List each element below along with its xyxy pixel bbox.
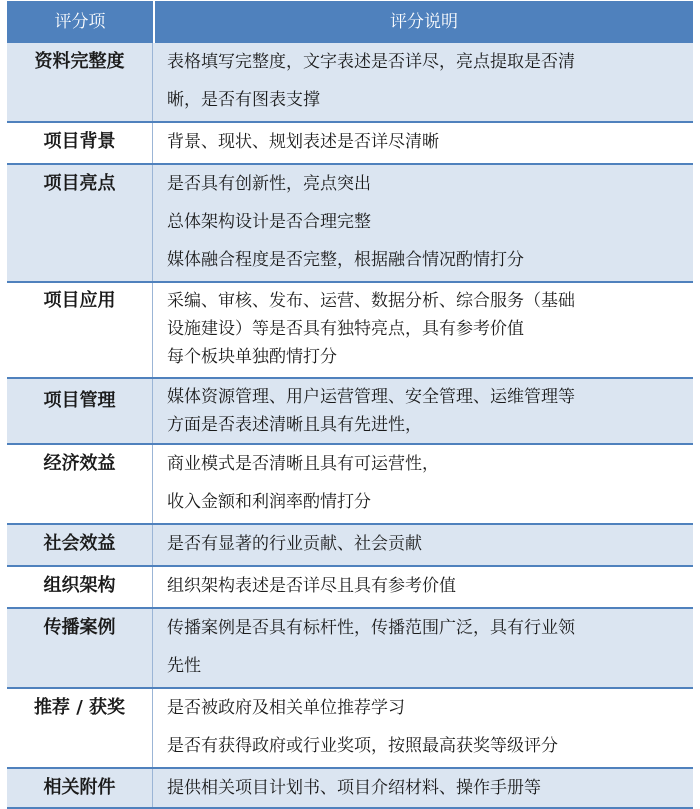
row-category: 项目应用 xyxy=(7,283,153,377)
description-line: 是否有获得政府或行业奖项，按照最高获奖等级评分 xyxy=(167,736,558,756)
description-line: 总体架构设计是否合理完整 xyxy=(167,212,371,232)
description-line: 提供相关项目计划书、项目介绍材料、操作手册等 xyxy=(167,778,541,798)
row-description xyxy=(153,283,693,377)
row-category: 经济效益 xyxy=(7,445,153,523)
row-category: 社会效益 xyxy=(7,525,153,565)
description-line: 先性 xyxy=(167,656,201,676)
row-category: 项目管理 xyxy=(7,379,153,443)
table-row xyxy=(7,445,693,525)
table-row xyxy=(7,567,693,609)
description-line: 是否有显著的行业贡献、社会贡献 xyxy=(167,534,422,554)
description-line: 方面是否表述清晰且具有先进性， xyxy=(167,415,422,435)
row-category: 相关附件 xyxy=(7,769,153,807)
table-row xyxy=(7,43,693,123)
description-line: 媒体融合程度是否完整，根据融合情况酌情打分 xyxy=(167,250,524,270)
header-scoring-description: 评分说明 xyxy=(390,12,458,32)
row-category: 资料完整度 xyxy=(7,43,153,121)
table-row xyxy=(7,379,693,445)
row-category: 项目背景 xyxy=(7,123,153,163)
row-description xyxy=(153,379,693,443)
description-line: 每个板块单独酌情打分 xyxy=(167,347,337,367)
table-row xyxy=(7,165,693,283)
description-line: 是否被政府及相关单位推荐学习 xyxy=(167,698,405,718)
row-description xyxy=(153,123,693,163)
description-line: 晰，是否有图表支撑 xyxy=(167,90,320,110)
description-line: 收入金额和利润率酌情打分 xyxy=(167,492,371,512)
description-line: 是否具有创新性，亮点突出 xyxy=(167,174,371,194)
description-line: 设施建设）等是否具有独特亮点，具有参考价值 xyxy=(167,319,524,339)
table-row xyxy=(7,283,693,379)
row-description xyxy=(153,609,693,687)
table-row xyxy=(7,689,693,769)
table-row xyxy=(7,769,693,809)
row-description xyxy=(153,769,693,807)
table-row xyxy=(7,123,693,165)
description-line: 媒体资源管理、用户运营管理、安全管理、运维管理等 xyxy=(167,387,575,407)
table-header xyxy=(7,1,693,43)
table-row xyxy=(7,525,693,567)
description-line: 组织架构表述是否详尽且具有参考价值 xyxy=(167,576,456,596)
row-description xyxy=(153,165,693,281)
table-row xyxy=(7,609,693,689)
row-category: 推荐 / 获奖 xyxy=(7,689,153,767)
description-line: 表格填写完整度，文字表述是否详尽，亮点提取是否清 xyxy=(167,52,575,72)
scoring-table xyxy=(7,1,693,809)
row-category: 组织架构 xyxy=(7,567,153,607)
row-category: 项目亮点 xyxy=(7,165,153,281)
row-category: 传播案例 xyxy=(7,609,153,687)
row-description xyxy=(153,567,693,607)
description-line: 商业模式是否清晰且具有可运营性， xyxy=(167,454,439,474)
row-description xyxy=(153,43,693,121)
row-description xyxy=(153,525,693,565)
description-line: 采编、审核、发布、运营、数据分析、综合服务（基础 xyxy=(167,291,575,311)
row-description xyxy=(153,445,693,523)
description-line: 背景、现状、规划表述是否详尽清晰 xyxy=(167,132,439,152)
header-scoring-item: 评分项 xyxy=(7,1,155,43)
row-description xyxy=(153,689,693,767)
description-line: 传播案例是否具有标杆性，传播范围广泛，具有行业领 xyxy=(167,618,575,638)
